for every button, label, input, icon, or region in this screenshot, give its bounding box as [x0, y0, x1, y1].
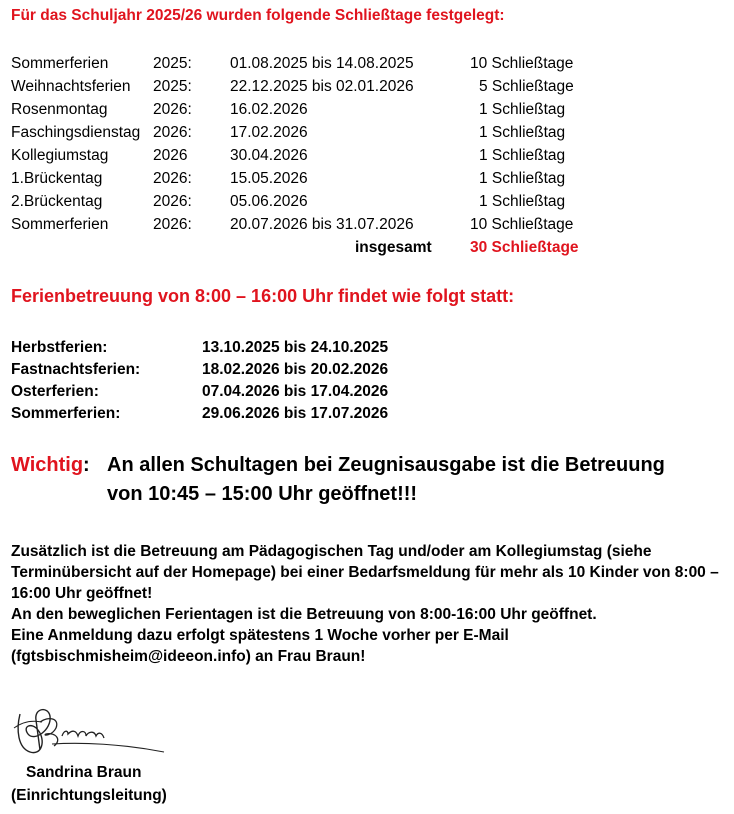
closure-name: Rosenmontag	[11, 101, 108, 118]
closure-days: 1 Schließtag	[479, 193, 566, 210]
closure-year: 2026:	[153, 216, 192, 233]
closure-dates: 05.06.2026	[230, 193, 308, 210]
total-label: insgesamt	[355, 239, 432, 256]
holiday-dates: 18.02.2026 bis 20.02.2026	[202, 361, 389, 378]
important-line-1: An allen Schultagen bei Zeugnisausgabe ist die Betreuung	[107, 454, 665, 476]
closure-dates: 17.02.2026	[230, 124, 308, 141]
closure-name: Weihnachtsferien	[11, 78, 131, 95]
info-paragraphs	[11, 541, 723, 667]
holiday-dates: 07.04.2026 bis 17.04.2026	[202, 383, 389, 400]
closure-name: 1.Brückentag	[11, 170, 103, 187]
closure-days: 5 Schließtage	[479, 78, 574, 95]
closure-dates: 16.02.2026	[230, 101, 308, 118]
total-value: 30 Schließtage	[470, 239, 579, 256]
holiday-name: Fastnachtsferien:	[11, 361, 141, 378]
info-paragraph: Eine Anmeldung dazu erfolgt spätestens 1 Woche vorher per E-Mail (fgtsbischmisheim@ideeon.info) an Frau Braun!	[11, 627, 509, 665]
closure-days: 1 Schließtag	[479, 147, 566, 164]
holiday-name: Herbstferien:	[11, 339, 108, 356]
closure-name: Sommerferien	[11, 55, 109, 72]
signer-role: (Einrichtungsleitung)	[11, 787, 167, 804]
handwritten-signature	[12, 700, 172, 760]
info-paragraph: An den beweglichen Ferientagen ist die Betreuung von 8:00-16:00 Uhr geöffnet.	[11, 606, 597, 623]
closure-dates: 15.05.2026	[230, 170, 308, 187]
holiday-name: Sommerferien:	[11, 405, 121, 422]
closure-year: 2026:	[153, 101, 192, 118]
closure-dates: 30.04.2026	[230, 147, 308, 164]
closure-year: 2025:	[153, 55, 192, 72]
holiday-dates: 13.10.2025 bis 24.10.2025	[202, 339, 389, 356]
important-label-group	[11, 451, 90, 480]
info-paragraph: Zusätzlich ist die Betreuung am Pädagogischen Tag und/oder am Kollegiumstag (siehe Terminübersicht auf der Homepage) bei einer Bedarfsmeldung für mehr als 10 Kinder von 8:00 – 16:00 Uhr geöffnet!	[11, 543, 719, 602]
holiday-dates: 29.06.2026 bis 17.07.2026	[202, 405, 389, 422]
holiday-care-heading: Ferienbetreuung von 8:00 – 16:00 Uhr findet wie folgt statt:	[11, 286, 515, 306]
closure-days: 10 Schließtage	[470, 216, 574, 233]
important-line-2: von 10:45 – 15:00 Uhr geöffnet!!!	[107, 483, 418, 505]
important-colon: :	[83, 454, 90, 476]
closure-year: 2026:	[153, 124, 192, 141]
closure-dates: 01.08.2025 bis 14.08.2025	[230, 55, 414, 72]
closure-year: 2026:	[153, 170, 192, 187]
important-label: Wichtig	[11, 454, 84, 476]
closure-name: Sommerferien	[11, 216, 109, 233]
closure-year: 2026	[153, 147, 188, 164]
closure-days-heading: Für das Schuljahr 2025/26 wurden folgende Schließtage festgelegt:	[11, 7, 505, 24]
closure-days: 1 Schließtag	[479, 101, 566, 118]
closure-year: 2026:	[153, 193, 192, 210]
closure-dates: 20.07.2026 bis 31.07.2026	[230, 216, 414, 233]
holiday-name: Osterferien:	[11, 383, 99, 400]
closure-days: 1 Schließtag	[479, 170, 566, 187]
closure-days: 10 Schließtage	[470, 55, 574, 72]
closure-name: 2.Brückentag	[11, 193, 103, 210]
closure-dates: 22.12.2025 bis 02.01.2026	[230, 78, 414, 95]
closure-name: Kollegiumstag	[11, 147, 109, 164]
closure-year: 2025:	[153, 78, 192, 95]
signer-name: Sandrina Braun	[26, 764, 142, 781]
closure-days: 1 Schließtag	[479, 124, 566, 141]
closure-name: Faschingsdienstag	[11, 124, 141, 141]
